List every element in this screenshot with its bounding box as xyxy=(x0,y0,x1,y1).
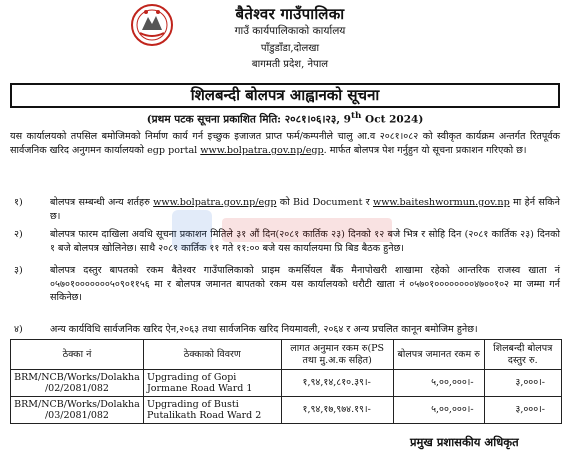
office-location: पाँडुडाँडा,दोलखा xyxy=(260,43,320,54)
table-row: BRM/NCB/Works/Dolakha /02/2081/082 Upgrading of Gopi Jormane Road Ward 1 १,९४,१४,८१०.३९।- ५,००,०००।- ३,०००।- xyxy=(11,370,562,397)
list-item: २) बोलपत्र फारम दाखिला अवधि सूचना प्रकाशन मितिले ३१ औं दिन(२०८१ कार्तिक २३) दिनको १२ बजे भित्र र सोहि दिन (२०८१ कार्तिक २३) दिनको १ बजे बोलपत्र खोलिनेछ। साथै २०८१ कार्तिक ११ गते ११:०० बजे यस कार्यालयमा प्रि बिड बैठक हुनेछ। xyxy=(14,229,560,254)
office-name: गाउँ कार्यपालिकाको कार्यालय xyxy=(234,25,346,37)
list-item: ४) अन्य कार्यविधि सार्वजनिक खरिद ऐन,२०६३ तथा सार्वजनिक खरिद नियमावली, २०६४ र अन्य प्रचलित कानून बमोजिम हुनेछ। xyxy=(14,324,478,335)
col-header-deposit: बोलपत्र जमानत रकम रु xyxy=(393,340,484,370)
office-province: बागमती प्रदेश, नेपाल xyxy=(251,59,329,70)
col-header-name: ठेक्काको विवरण xyxy=(143,340,281,370)
table-header-row xyxy=(11,340,562,370)
list-item: ३) बोलपत्र दस्तुर बापतको रकम बैतेश्वर गाउँपालिकाको प्राइम कमर्सियल बैंक मैनापोखरी शाखामा रहेको आन्तरिक राजस्व खाता नं ०५७०१०००००००५०९०११५६ मा र बोलपत्र जमानत बापतको रकम यस कार्यालयको धरौटी खाता नं ०५७०१००००००००४७००१०२ मा जम्मा गर्न सकिनेछ। xyxy=(14,265,560,303)
egp-link[interactable]: www.bolpatra.gov.np/egp xyxy=(200,145,324,156)
table-row: BRM/NCB/Works/Dolakha /03/2081/082 Upgrading of Busti Putalikath Road Ward 2 १,९४,१७,९७४.१९।- ५,००,०००।- ३,०००।- xyxy=(11,397,562,424)
list-item: १) बोलपत्र सम्बन्धी अन्य शर्तहरु www.bolpatra.gov.np/egp को Bid Document र www.baiteshwormun.gov.np मा हेर्न सकिने छ। xyxy=(14,197,560,222)
col-header-amount: लागत अनुमान रकम रु(PS तथा मु.अ.क सहित) xyxy=(281,340,393,370)
col-header-fee: शिलबन्दी बोलपत्र दस्तुर रु. xyxy=(484,340,561,370)
tender-table xyxy=(10,339,562,424)
bolpatra-link[interactable]: www.bolpatra.gov.np/egp xyxy=(153,197,277,208)
municipality-website-link[interactable]: www.baiteshwormun.gov.np xyxy=(372,197,510,208)
col-header-ref: ठेक्का नं xyxy=(11,340,144,370)
intro-paragraph: यस कार्यालयको तपसिल बमोजिमको निर्माण कार्य गर्न इच्छुक इजाजत प्राप्त फर्म/कम्पनीले चालु आ.व २०८१।०८२ को स्वीकृत कार्यक्रम अन्तर्गत रितपूर्वक सार्वजनिक खरिद अनुगमन कार्यालयको egp portal www.bolpatra.gov.np/egp. मार्फत बोलपत्र पेश गर्नुहुन यो सूचना प्रकाशन गरिएको छ। xyxy=(10,131,560,156)
notice-subtitle: (प्रथम पटक सूचना प्रकाशित मिति: २०८१।०६।२३, 9th Oct 2024) xyxy=(146,111,424,126)
municipality-name: बैतेश्वर गाउँपालिका xyxy=(235,5,345,23)
signature-title: प्रमुख प्रशासकीय अधिकृत xyxy=(410,435,519,449)
notice-title: शिलबन्दी बोलपत्र आह्वानको सूचना xyxy=(10,83,560,108)
